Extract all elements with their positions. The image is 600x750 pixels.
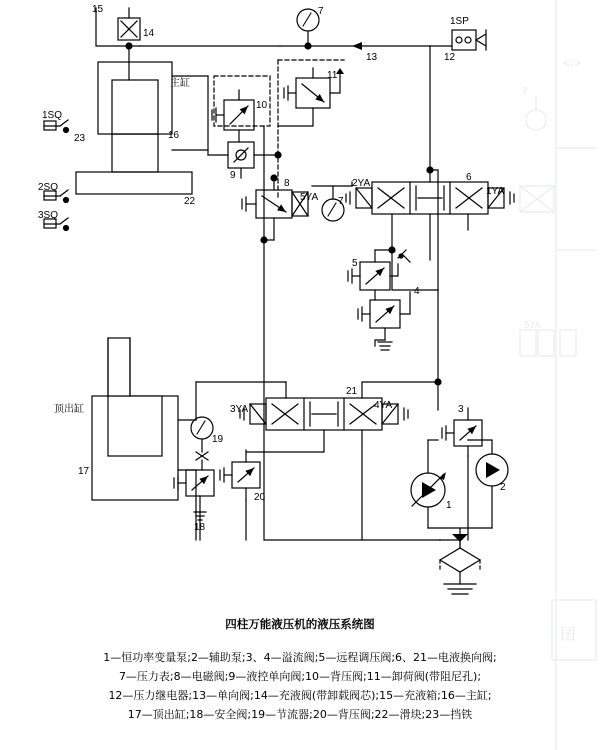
label-12: 12 <box>444 52 456 63</box>
label-4: 4 <box>414 286 420 297</box>
svg-text:</>: </> <box>562 58 583 69</box>
label-main-cylinder: 主缸 <box>170 78 190 89</box>
label-2ya: 2YA <box>352 178 371 189</box>
label-9: 9 <box>230 170 236 181</box>
svg-text:囝: 囝 <box>560 625 577 644</box>
label-1ya: 1YA <box>486 186 505 197</box>
label-8: 8 <box>284 178 290 189</box>
label-11: 11 <box>327 70 338 81</box>
label-19: 19 <box>212 434 224 445</box>
label-4ya: 4YA <box>374 400 393 411</box>
label-1-pump: 1 <box>446 500 452 511</box>
label-16: 16 <box>168 130 180 141</box>
label-2-pump: 2 <box>500 482 506 493</box>
label-10: 10 <box>256 100 268 111</box>
label-3ya: 3YA <box>230 404 249 415</box>
label-22: 22 <box>184 196 196 207</box>
label-ejector-cylinder: 顶出缸 <box>54 404 84 415</box>
figure-caption: 四柱万能液压机的液压系统图 <box>225 617 375 631</box>
label-14: 14 <box>143 28 155 39</box>
legend-line-2: 7—压力表;8—电磁阀;9—液控单向阀;10—背压阀;11—卸荷阀(带阻尼孔); <box>118 670 482 683</box>
label-1sq: 1SQ <box>42 110 63 121</box>
label-1sp: 1SP <box>450 16 469 27</box>
label-18: 18 <box>194 522 206 533</box>
label-23: 23 <box>74 133 86 144</box>
legend-line-4: 17—顶出缸;18—安全阀;19—节流器;20—背压阀;22—滑块;23—挡铁 <box>127 708 473 721</box>
label-21: 21 <box>346 386 358 397</box>
label-5: 5 <box>352 258 358 269</box>
figure-legend <box>0 648 600 724</box>
label-5ya-top: 5YA <box>300 192 319 203</box>
label-7-mid: 7 <box>338 196 344 207</box>
label-3-right: 3 <box>458 404 464 415</box>
label-7-top: 7 <box>318 6 324 17</box>
svg-text:7: 7 <box>522 87 528 97</box>
label-3sq: 3SQ <box>38 210 59 221</box>
label-17: 17 <box>78 466 90 477</box>
legend-line-3: 12—压力继电器;13—单向阀;14—充液阀(带卸载阀芯);15—充液箱;16—主缸; <box>108 689 492 702</box>
label-15: 15 <box>92 4 104 15</box>
label-13: 13 <box>366 52 378 63</box>
legend-line-1: 1—恒功率变量泵;2—辅助泵;3、4—溢流阀;5—远程调压阀;6、21—电液换向阀; <box>103 651 497 664</box>
label-2sq: 2SQ <box>38 182 59 193</box>
label-20: 20 <box>254 492 266 503</box>
label-6: 6 <box>466 172 472 183</box>
svg-text:5YA: 5YA <box>524 321 541 331</box>
